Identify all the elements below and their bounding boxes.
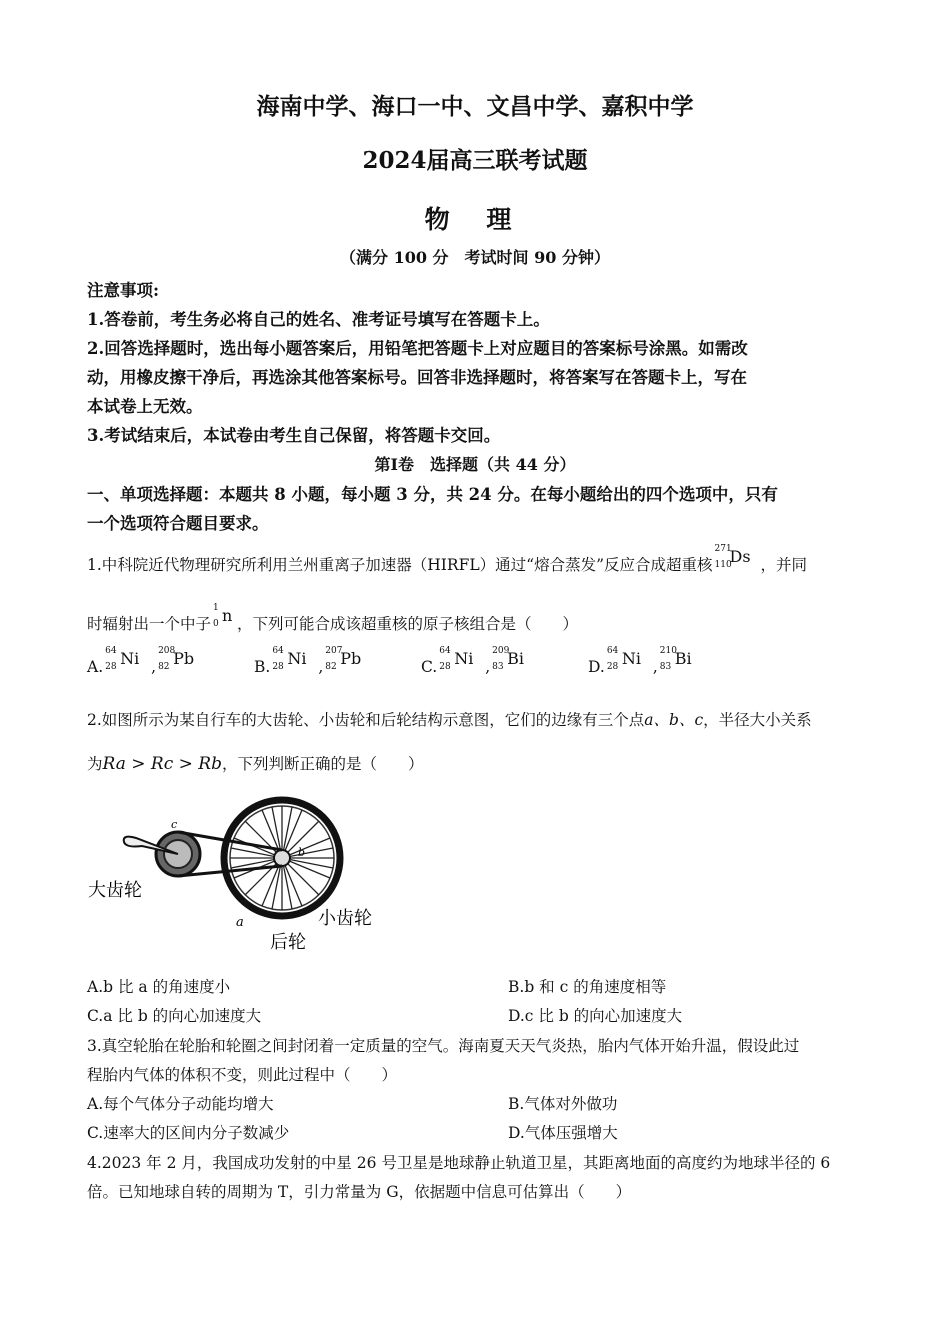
q3-option-d[interactable]: D.气体压强增大 [508,1124,618,1142]
nuc-symbol: Ni [287,649,307,668]
label-a: a [236,915,244,930]
n-z: 0 [213,619,219,629]
label-rear-wheel: 后轮 [270,932,306,953]
q3-option-a[interactable]: A.每个气体分子动能均增大 [87,1095,274,1113]
exam-info: （满分 100 分 考试时间 90 分钟） [340,248,610,267]
q1-option-d[interactable]: D. 64 28 Ni , 210 83 Bi [588,646,692,676]
option-label: A. [87,658,104,676]
notice-item-2b: 动，用橡皮擦干净后，再选涂其他答案标号。回答非选择题时，将答案写在答题卡上，写在 [87,368,747,387]
q4-line-b: 倍。已知地球自转的周期为 T，引力常量为 G，依据题中信息可估算出（ ） [87,1183,632,1201]
q2-text-b-end: ，下列判断正确的是（ ） [221,755,424,773]
n-symbol: n [222,606,233,625]
notice-item-2a: 2.回答选择题时，选出每小题答案后，用铅笔把答题卡上对应题目的答案标号涂黑。如需改 [87,339,748,358]
label-c: c [171,818,178,831]
section-title: 第Ⅰ卷 选择题（共 44 分） [374,455,576,474]
nuc-z: 28 [606,662,619,672]
n-mass: 1 [213,603,219,613]
q3-line-b: 程胎内气体的体积不变，则此过程中（ ） [87,1066,398,1084]
nuc-z: 28 [105,662,117,672]
nuc-z: 82 [325,662,337,672]
q3-option-c[interactable]: C.速率大的区间内分子数减少 [87,1124,290,1142]
nuc-mass: 208 [158,646,176,656]
q2-line-a [87,706,867,735]
label-b: b [298,846,306,859]
subject-title: 物 理 [424,205,526,234]
label-small-gear: 小齿轮 [318,908,372,929]
ds-symbol: Ds [729,547,751,566]
bicycle-figure [86,796,386,956]
q2-line-b [87,750,867,779]
option-label: C. [421,658,438,676]
nuc-mass: 64 [105,646,117,656]
nuc-symbol: Bi [674,649,692,668]
nuc-mass: 210 [659,646,677,656]
nuc-z: 82 [158,662,170,672]
nuc-z: 83 [492,662,504,672]
nuc-z: 83 [659,662,672,672]
section-desc-a: 一、单项选择题：本题共 8 小题，每小题 3 分，共 24 分。在每小题给出的四个选项中，只有 [87,485,778,504]
q2-points: a、b、c [644,711,704,729]
ds-z: 110 [714,560,732,570]
nuc-z: 28 [272,662,284,672]
option-label: B. [254,658,271,676]
exam-title: 2024届高三联考试题 [362,147,588,174]
q2-option-d[interactable]: D.c 比 b 的向心加速度大 [508,1007,683,1025]
q1-text-a: 1.中科院近代物理研究所利用兰州重离子加速器（HIRFL）通过“熔合蒸发”反应合成超重核 [87,556,713,574]
q3-line-a: 3.真空轮胎在轮胎和轮圈之间封闭着一定质量的空气。海南夏天天气炎热，胎内气体开始升温，假设此过 [87,1037,800,1055]
q2-text-a: 2.如图所示为某自行车的大齿轮、小齿轮和后轮结构示意图，它们的边缘有三个点 [87,711,645,729]
radius-relation: Ra > Rc > Rb [102,754,222,774]
nuc-mass: 64 [272,646,284,656]
q2-text-a-end: ，半径大小关系 [703,711,812,729]
q1-option-b[interactable]: B. 64 28 Ni , 207 82 Pb [254,646,362,676]
nuc-mass: 64 [439,646,451,656]
q1-line-b [87,603,867,639]
nuc-mass: 64 [606,646,619,656]
q3-option-b[interactable]: B.气体对外做功 [508,1095,618,1113]
q1-option-a[interactable]: A. 64 28 Ni , 208 82 Pb [87,646,195,676]
q3-options-row-2 [87,1119,867,1148]
section-desc-b: 一个选项符合题目要求。 [87,514,269,533]
q2-options-row-2 [87,1002,867,1031]
notice-item-3: 3.考试结束后，本试卷由考生自己保留，将答题卡交回。 [87,426,501,445]
q1-text-a-end: ，并同 [760,556,808,574]
q2-option-c[interactable]: C.a 比 b 的向心加速度大 [87,1007,262,1025]
nuc-symbol: Pb [340,649,362,668]
label-big-gear: 大齿轮 [88,880,142,901]
rear-wheel-drawing [224,800,340,916]
q1-text-b: 时辐射出一个中子 [87,615,212,633]
notice-item-2c: 本试卷上无效。 [87,397,203,416]
option-label: D. [588,658,605,676]
nuc-symbol: Ni [120,649,140,668]
nuc-z: 28 [439,662,451,672]
notice-title: 注意事项: [87,281,160,300]
q1-line-a [87,544,867,580]
nuc-symbol: Ni [621,649,641,668]
ds-nuclide [714,544,761,574]
q4-line-a: 4.2023 年 2 月，我国成功发射的中星 26 号卫星是地球静止轨道卫星，其距离地面的高度约为地球半径的 6 [87,1154,831,1172]
ds-mass: 271 [714,544,732,554]
q2-options-row-1 [87,973,867,1002]
schools-title: 海南中学、海口一中、文昌中学、嘉积中学 [256,93,694,120]
notice-item-1: 1.答卷前，考生务必将自己的姓名、准考证号填写在答题卡上。 [87,310,550,329]
q3-options-row-1 [87,1090,867,1119]
nuc-mass: 207 [325,646,343,656]
nuc-symbol: Ni [454,649,474,668]
q2-option-a[interactable]: A.b 比 a 的角速度小 [87,978,231,996]
q1-text-b-end: ，下列可能合成该超重核的原子核组合是（ ） [237,615,579,633]
nuc-symbol: Pb [173,649,195,668]
q2-option-b[interactable]: B.b 和 c 的角速度相等 [508,978,667,996]
q1-option-c[interactable]: C. 64 28 Ni , 209 83 Bi [421,646,525,676]
q2-text-b-pre: 为 [87,755,103,773]
nuc-symbol: Bi [507,649,525,668]
nuc-mass: 209 [492,646,510,656]
neutron-nuclide [213,603,237,633]
